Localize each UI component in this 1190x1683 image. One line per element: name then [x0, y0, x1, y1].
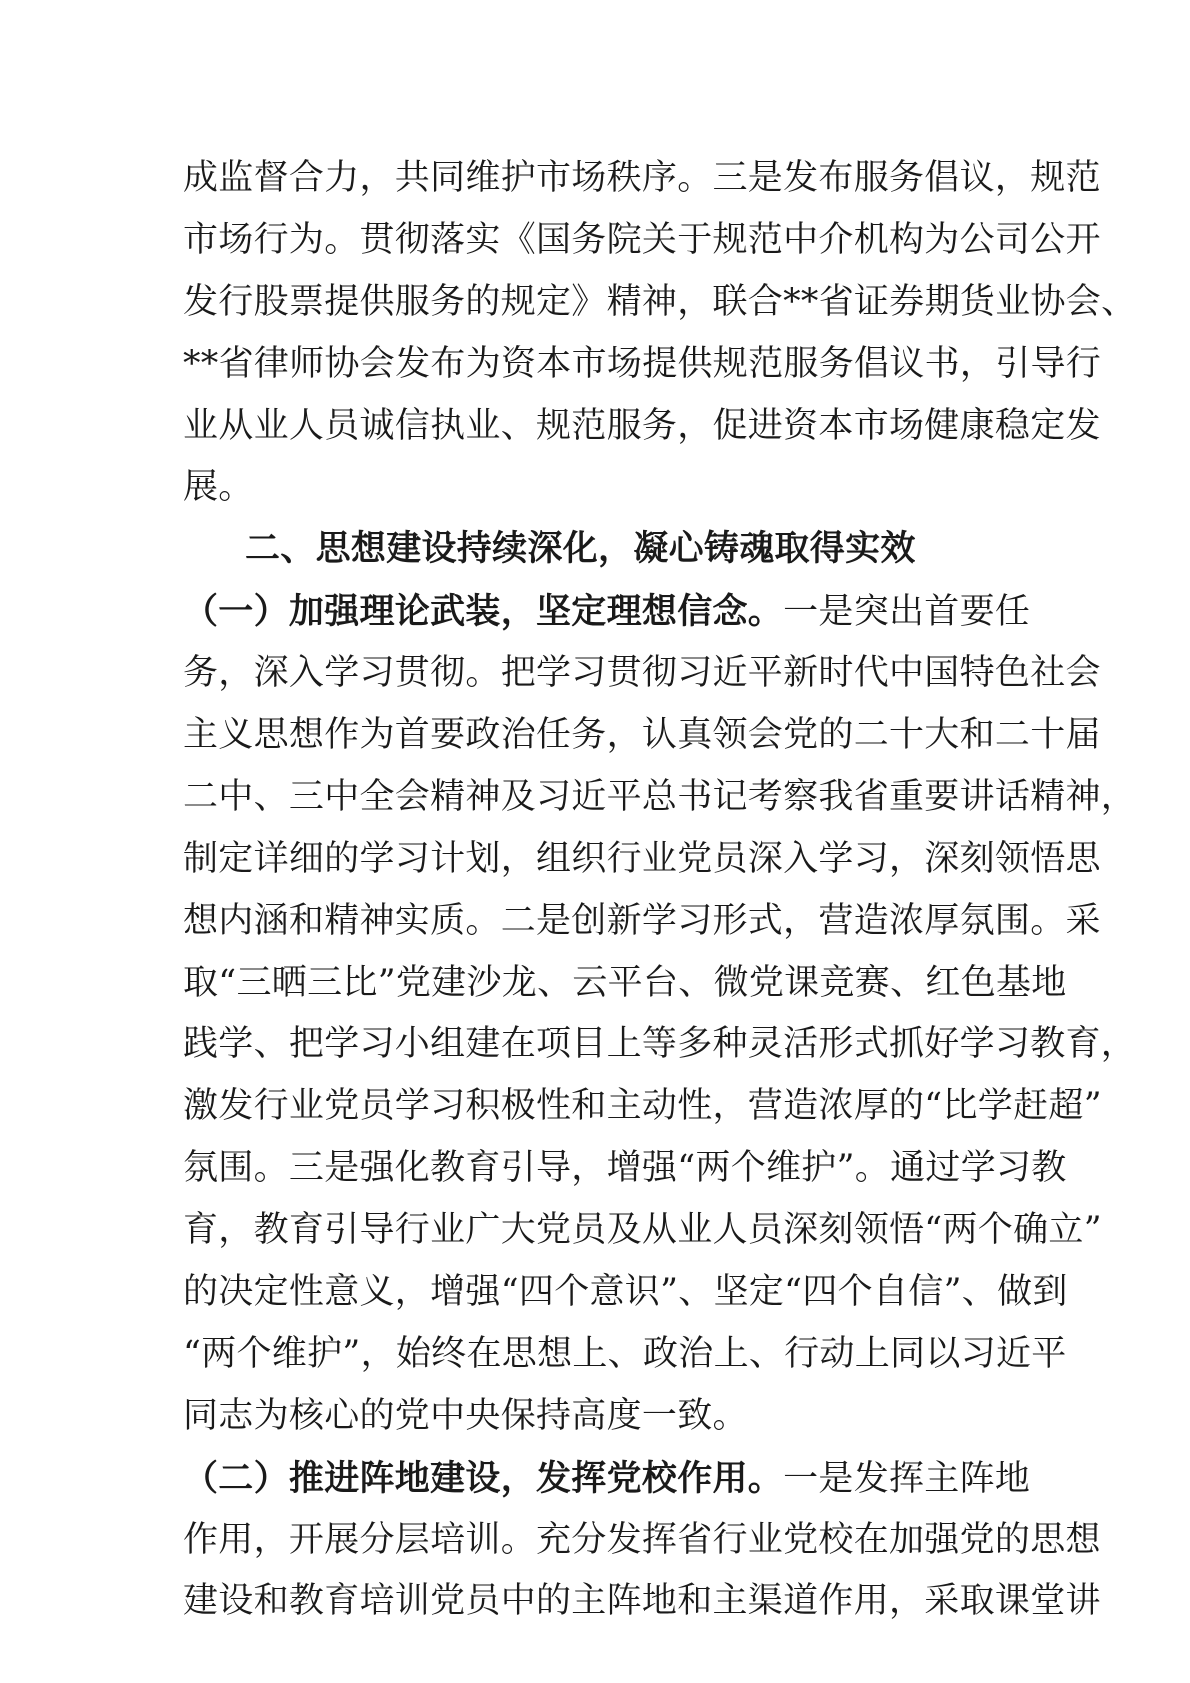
text-line: 氛围。三是强化教育引导，增强“两个维护”。通过学习教	[183, 1148, 1067, 1189]
sub-heading: （二）推进阵地建设，发挥党校作用。	[183, 1457, 784, 1499]
text-line: 的决定性意义，增强“四个意识”、坚定“四个自信”、做到	[183, 1272, 1068, 1313]
text-line: 业从业人员诚信执业、规范服务，促进资本市场健康稳定发	[183, 405, 1101, 446]
text-line: 践学、把学习小组建在项目上等多种灵活形式抓好学习教育，	[183, 1024, 1137, 1065]
text-line: 作用，开展分层培训。充分发挥省行业党校在加强党的思想	[183, 1519, 1101, 1560]
text-line: 发行股票提供服务的规定》精神，联合**省证券期货业协会、	[183, 281, 1137, 322]
text-line: 育，教育引导行业广大党员及从业人员深刻领悟“两个确立”	[183, 1210, 1102, 1251]
sub-heading: （一）加强理论武装，坚定理想信念。	[183, 591, 784, 633]
text-line: “两个维护”，始终在思想上、政治上、行动上同以习近平	[183, 1333, 1067, 1374]
text-line: 展。	[183, 467, 254, 508]
document-body	[183, 148, 1137, 1633]
text-line: 成监督合力，共同维护市场秩序。三是发布服务倡议，规范	[183, 158, 1101, 198]
text-run: 一是突出首要任	[783, 592, 1031, 633]
text-line: 想内涵和精神实质。二是创新学习形式，营造浓厚氛围。采	[183, 900, 1101, 941]
text-line: 建设和教育培训党员中的主阵地和主渠道作用，采取课堂讲	[183, 1581, 1101, 1622]
section-heading: 二、思想建设持续深化，凝心铸魂取得实效	[245, 529, 916, 570]
paragraph-position-building	[183, 1448, 1101, 1634]
text-line: 主义思想作为首要政治任务，认真领会党的二十大和二十届	[183, 715, 1101, 756]
text-line: 制定详细的学习计划，组织行业党员深入学习，深刻领悟思	[183, 838, 1101, 879]
text-line: 取“三晒三比”党建沙龙、云平台、微党课竞赛、红色基地	[183, 962, 1067, 1003]
text-line: **省律师协会发布为资本市场提供规范服务倡议书，引导行	[183, 343, 1102, 384]
text-line	[183, 1448, 1031, 1510]
paragraph-theory-arming	[183, 581, 1137, 1447]
text-line: 二中、三中全会精神及习近平总书记考察我省重要讲话精神，	[183, 776, 1137, 817]
paragraph-market-order	[183, 148, 1137, 519]
text-line: 务，深入学习贯彻。把学习贯彻习近平新时代中国特色社会	[183, 653, 1101, 694]
text-run: 一是发挥主阵地	[783, 1458, 1031, 1499]
text-line	[183, 581, 1031, 643]
text-line: 激发行业党员学习积极性和主动性，营造浓厚的“比学赶超”	[183, 1086, 1102, 1127]
text-line: 市场行为。贯彻落实《国务院关于规范中介机构为公司公开	[183, 219, 1101, 260]
text-line: 同志为核心的党中央保持高度一致。	[183, 1395, 748, 1436]
